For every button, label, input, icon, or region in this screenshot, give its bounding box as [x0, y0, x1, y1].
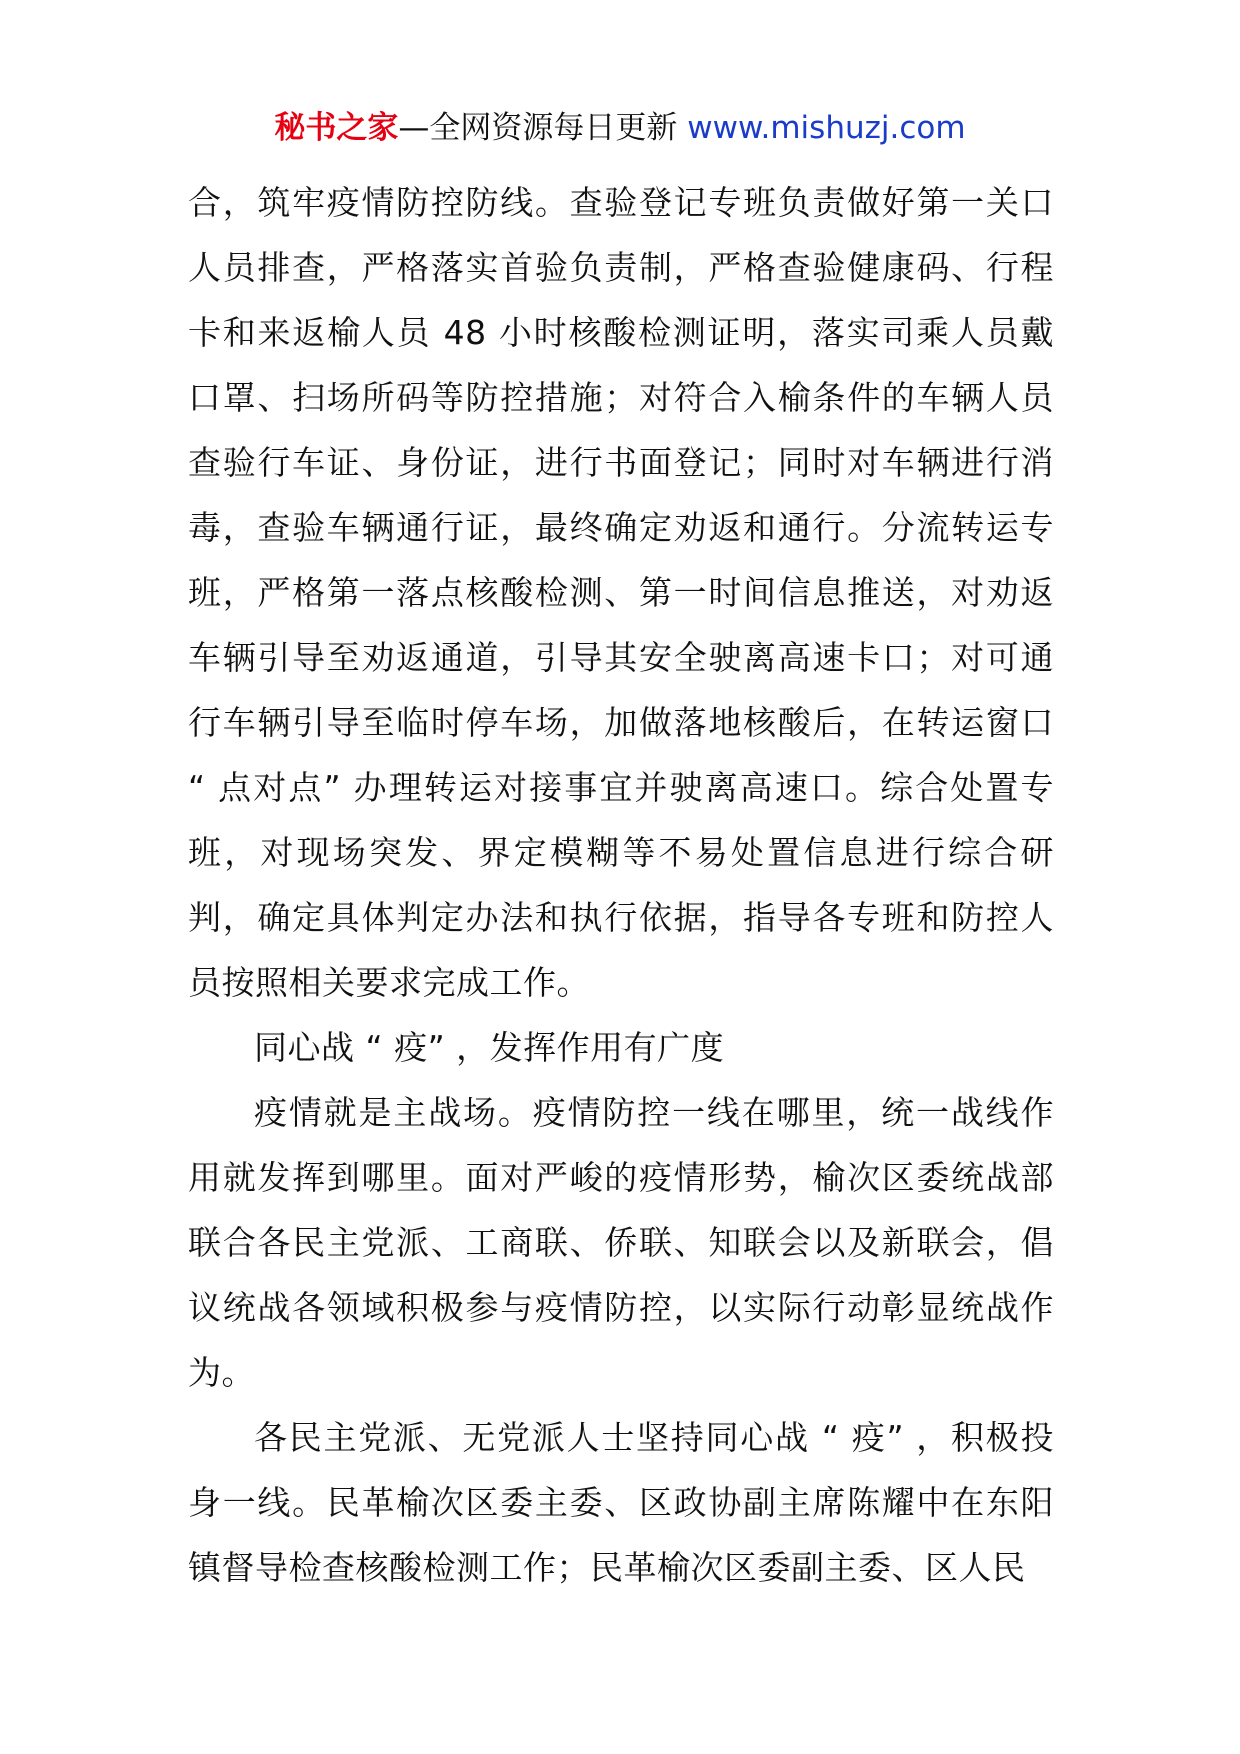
page-header: [0, 108, 1240, 148]
section-heading: 同心战 “ 疫” ，发挥作用有广度: [254, 1028, 725, 1067]
body-paragraph-1: 合，筑牢疫情防控防线。查验登记专班负责做好第一关口人员排查，严格落实首验负责制，严格查验健康码、行程卡和来返榆人员 48 小时核酸检测证明，落实司乘人员戴口罩、扫场所码等防控措施；对符合入榆条件的车辆人员查验行车证、身份证，进行书面登记；同时对车辆进行消毒，查验车辆通行证，最终确定劝返和通行。分流转运专班，严格第一落点核酸检测、第一时间信息推送，对劝返车辆引导至劝返通道，引导其安全驶离高速卡口；对可通行车辆引导至临时停车场，加做落地核酸后，在转运窗口 “ 点对点” 办理转运对接事宜并驶离高速口。综合处置专班，对现场突发、界定模糊等不易处置信息进行综合研判，确定具体判定办法和执行依据，指导各专班和防控人员按照相关要求完成工作。: [188, 183, 1054, 1002]
document-body: [188, 170, 1054, 1600]
header-url[interactable]: www.mishuzj.com: [687, 110, 966, 146]
body-paragraph-2: 疫情就是主战场。疫情防控一线在哪里，统一战线作用就发挥到哪里。面对严峻的疫情形势，榆次区委统战部联合各民主党派、工商联、侨联、知联会以及新联会，倡议统战各领域积极参与疫情防控，以实际行动彰显统战作为。: [188, 1093, 1054, 1392]
body-paragraph-3: 各民主党派、无党派人士坚持同心战 “ 疫” ，积极投身一线。民革榆次区委主委、区政协副主席陈耀中在东阳镇督导检查核酸检测工作；民革榆次区委副主委、区人民: [188, 1418, 1054, 1587]
header-tagline: —全网资源每日更新: [398, 110, 688, 146]
header-brand: 秘书之家: [274, 110, 399, 146]
